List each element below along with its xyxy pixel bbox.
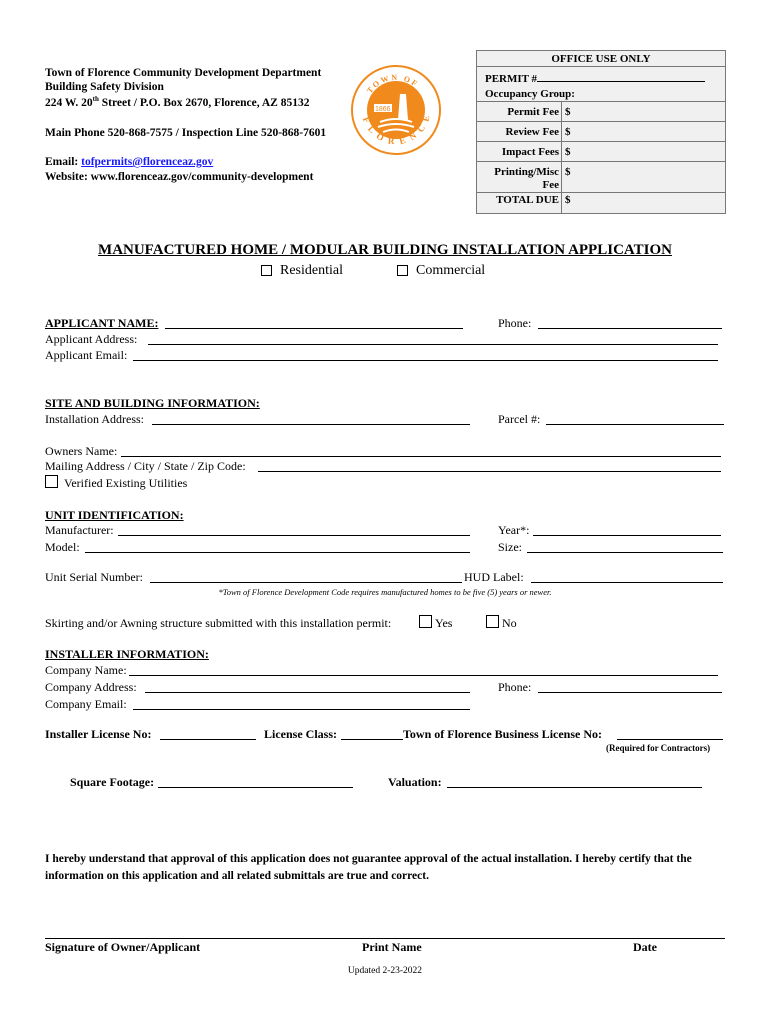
skirting-yes-label: Yes — [435, 616, 453, 630]
applicant-name-field[interactable] — [165, 328, 463, 329]
parcel-field[interactable] — [546, 424, 724, 425]
date-label: Date — [633, 940, 657, 954]
size-field[interactable] — [527, 552, 723, 553]
residential-checkbox[interactable] — [261, 265, 272, 276]
serial-label: Unit Serial Number: — [45, 570, 143, 584]
utilities-label: Verified Existing Utilities — [64, 476, 188, 490]
review-fee-label: Review Fee — [505, 126, 559, 138]
svg-text:TOWN OF: TOWN OF — [365, 72, 421, 96]
mailing-address-label: Mailing Address / City / State / Zip Code: — [45, 459, 246, 473]
install-address-field[interactable] — [152, 424, 470, 425]
serial-field[interactable] — [150, 582, 462, 583]
square-footage-field[interactable] — [158, 787, 353, 788]
hud-label: HUD Label: — [464, 570, 524, 584]
license-class-label: License Class: — [264, 727, 337, 741]
skirting-no-label: No — [502, 616, 517, 630]
dept-address: 224 W. 20th Street / P.O. Box 2670, Florence, AZ 85132 — [45, 95, 310, 109]
page-title: MANUFACTURED HOME / MODULAR BUILDING INSTALLATION APPLICATION — [98, 242, 672, 258]
office-use-title: OFFICE USE ONLY — [551, 53, 651, 65]
company-address-label: Company Address: — [45, 680, 137, 694]
division-name: Building Safety Division — [45, 81, 164, 93]
company-name-label: Company Name: — [45, 663, 127, 677]
print-name-label: Print Name — [362, 940, 422, 954]
email-link[interactable]: tofpermits@florenceaz.gov — [81, 156, 214, 168]
permit-fee-label: Permit Fee — [507, 106, 559, 118]
printing-fee-label: Printing/Misc — [494, 166, 559, 178]
company-address-field[interactable] — [145, 692, 470, 693]
company-name-field[interactable] — [129, 675, 718, 676]
office-use-box: OFFICE USE ONLY PERMIT # Occupancy Group: Permit Fee $ Review Fee $ Impact Fees $ Printing/Misc $ Fee TOTAL DUE $ — [476, 50, 726, 214]
phone-numbers: Main Phone 520-868-7575 / Inspection Line 520-868-7601 — [45, 127, 327, 139]
signature-label: Signature of Owner/Applicant — [45, 940, 201, 954]
business-license-field[interactable] — [617, 739, 723, 740]
applicant-phone-field[interactable] — [538, 328, 722, 329]
square-footage-label: Square Footage: — [70, 775, 155, 789]
dept-name: Town of Florence Community Development Department — [45, 67, 322, 79]
installer-phone-label: Phone: — [498, 680, 532, 694]
license-no-field[interactable] — [160, 739, 256, 740]
model-label: Model: — [45, 540, 80, 554]
applicant-phone-label: Phone: — [498, 316, 532, 330]
svg-text:1866: 1866 — [375, 106, 391, 113]
applicant-email-field[interactable] — [133, 360, 718, 361]
skirting-label: Skirting and/or Awning structure submitted with this installation permit: — [45, 616, 392, 630]
parcel-label: Parcel #: — [498, 412, 541, 426]
license-class-field[interactable] — [341, 739, 403, 740]
utilities-checkbox[interactable] — [45, 475, 58, 488]
dept-website: Website: www.florenceaz.gov/community-development — [45, 171, 314, 183]
skirting-yes-checkbox[interactable] — [419, 615, 432, 628]
mailing-address-field[interactable] — [258, 471, 721, 472]
impact-fees-label: Impact Fees — [501, 146, 559, 158]
model-field[interactable] — [85, 552, 470, 553]
year-label: Year*: — [498, 523, 530, 537]
commercial-checkbox[interactable] — [397, 265, 408, 276]
applicant-address-label: Applicant Address: — [45, 332, 138, 346]
valuation-field[interactable] — [447, 787, 702, 788]
hud-field[interactable] — [531, 582, 723, 583]
site-heading: SITE AND BUILDING INFORMATION: — [45, 396, 260, 410]
owners-name-label: Owners Name: — [45, 444, 118, 458]
dept-email: Email: tofpermits@florenceaz.gov — [45, 156, 214, 168]
applicant-heading: APPLICANT NAME: — [45, 316, 159, 330]
updated-date: Updated 2-23-2022 — [347, 966, 423, 976]
valuation-label: Valuation: — [388, 775, 442, 789]
total-due-label: TOTAL DUE — [496, 194, 559, 206]
commercial-label: Commercial — [416, 263, 486, 278]
company-email-field[interactable] — [133, 709, 470, 710]
required-note: (Required for Contractors) — [606, 743, 711, 753]
manufacturer-field[interactable] — [118, 535, 470, 536]
unit-heading: UNIT IDENTIFICATION: — [45, 508, 184, 522]
occupancy-group: Occupancy Group: — [485, 88, 575, 100]
installer-heading: INSTALLER INFORMATION: — [45, 647, 209, 661]
unit-age-note: *Town of Florence Development Code requires manufactured homes to be five (5) years or newer. — [218, 587, 552, 597]
year-field[interactable] — [533, 535, 721, 536]
svg-text:FLORENCE: FLORENCE — [360, 108, 433, 147]
manufacturer-label: Manufacturer: — [45, 523, 114, 537]
license-no-label: Installer License No: — [45, 727, 152, 741]
installer-phone-field[interactable] — [538, 692, 722, 693]
skirting-no-checkbox[interactable] — [486, 615, 499, 628]
certification-text: I hereby understand that approval of this application does not guarantee approval of the actual installation. I hereby certify that the information on this application and all related submittals are true and correct. — [45, 853, 692, 882]
applicant-email-label: Applicant Email: — [45, 348, 128, 362]
company-email-label: Company Email: — [45, 697, 127, 711]
owners-name-field[interactable] — [121, 456, 721, 457]
business-license-label: Town of Florence Business License No: — [403, 727, 603, 741]
applicant-address-field[interactable] — [148, 344, 718, 345]
install-address-label: Installation Address: — [45, 412, 144, 426]
size-label: Size: — [498, 540, 522, 554]
signature-line[interactable] — [45, 938, 725, 939]
residential-label: Residential — [280, 263, 343, 278]
permit-number: PERMIT # — [485, 73, 733, 85]
town-seal-logo — [350, 64, 442, 156]
